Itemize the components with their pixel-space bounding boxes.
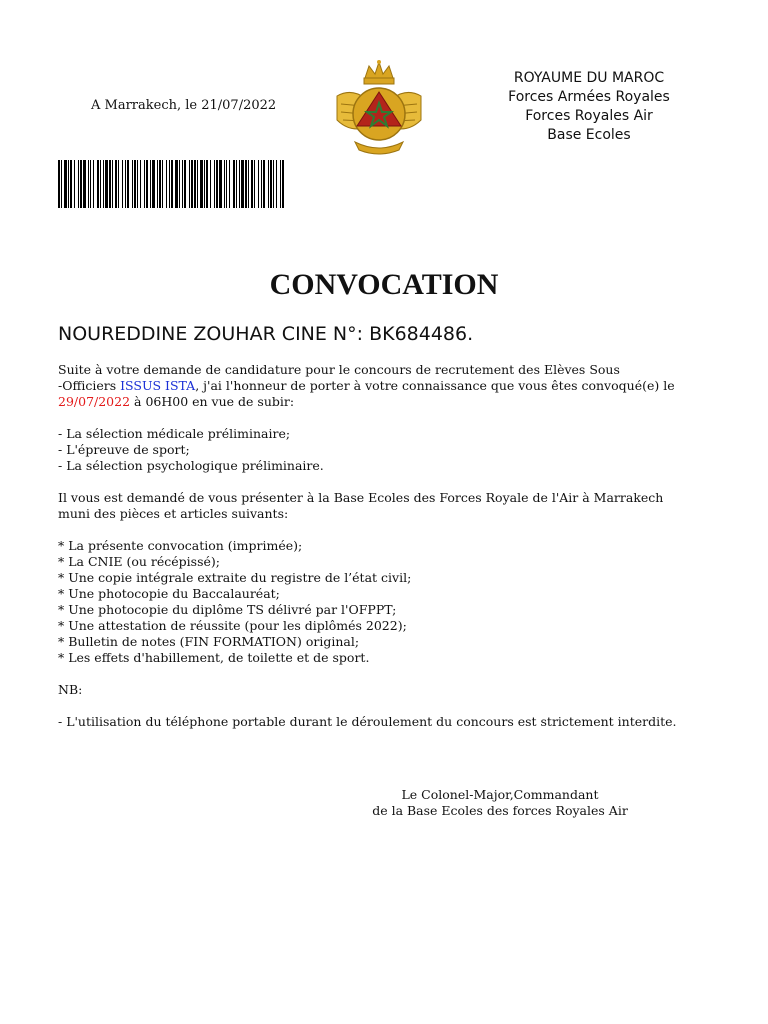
list-item: * Une photocopie du diplôme TS délivré par l'OFPPT;: [58, 602, 397, 617]
exam-date: 29/07/2022: [58, 394, 131, 409]
list-item: * Une attestation de réussite (pour les diplômés 2022);: [58, 618, 407, 633]
signature-title: Le Colonel-Major,Commandant: [401, 787, 599, 802]
request-paragraph: Il vous est demandé de vous présenter à la Base Ecoles des Forces Royale de l'Air à Marrakech muni des pièces et articles suivants:: [58, 490, 664, 521]
letter-body: [58, 362, 723, 730]
barcode-icon: [58, 160, 286, 208]
candidate-line: NOUREDDINE ZOUHAR CINE N°: BK684486.: [58, 323, 474, 345]
list-item: * Une copie intégrale extraite du registre de l’état civil;: [58, 570, 412, 585]
list-item: * La présente convocation (imprimée);: [58, 538, 303, 553]
list-item: - L'épreuve de sport;: [58, 442, 190, 457]
intro-paragraph: Suite à votre demande de candidature pour le concours de recrutement des Elèves Sous -Officiers ISSUS ISTA, j'ai l'honneur de porter à votre connaissance que vous êtes convoqué(e) le 29/07/2022 à 06H00 en vue de subir:: [58, 362, 675, 409]
organization-header: [470, 69, 708, 145]
royal-air-force-emblem-icon: [331, 58, 427, 160]
kingdom-line: ROYAUME DU MAROC: [513, 70, 665, 86]
list-item: * La CNIE (ou récépissé);: [58, 554, 220, 569]
list-item: * Une photocopie du Baccalauréat;: [58, 586, 280, 601]
document-title: CONVOCATION: [269, 268, 499, 301]
tests-list: [58, 426, 723, 474]
signature-unit: de la Base Ecoles des forces Royales Air: [372, 803, 628, 818]
base-line: Base Ecoles: [547, 127, 631, 143]
air-force-line: Forces Royales Air: [525, 108, 653, 124]
list-item: - La sélection médicale préliminaire;: [58, 426, 291, 441]
signature-block: [330, 787, 670, 819]
nb-text: - L'utilisation du téléphone portable durant le déroulement du concours est strictement interdite.: [58, 714, 677, 729]
list-item: - La sélection psychologique préliminaire.: [58, 458, 324, 473]
nb-label: NB:: [58, 682, 83, 697]
list-item: * Les effets d'habillement, de toilette et de sport.: [58, 650, 370, 665]
armed-forces-line: Forces Armées Royales: [508, 89, 670, 105]
list-item: * Bulletin de notes (FIN FORMATION) original;: [58, 634, 360, 649]
required-items-list: [58, 538, 723, 666]
date-line: A Marrakech, le 21/07/2022: [91, 98, 277, 113]
school-name: ISSUS ISTA: [120, 378, 196, 393]
